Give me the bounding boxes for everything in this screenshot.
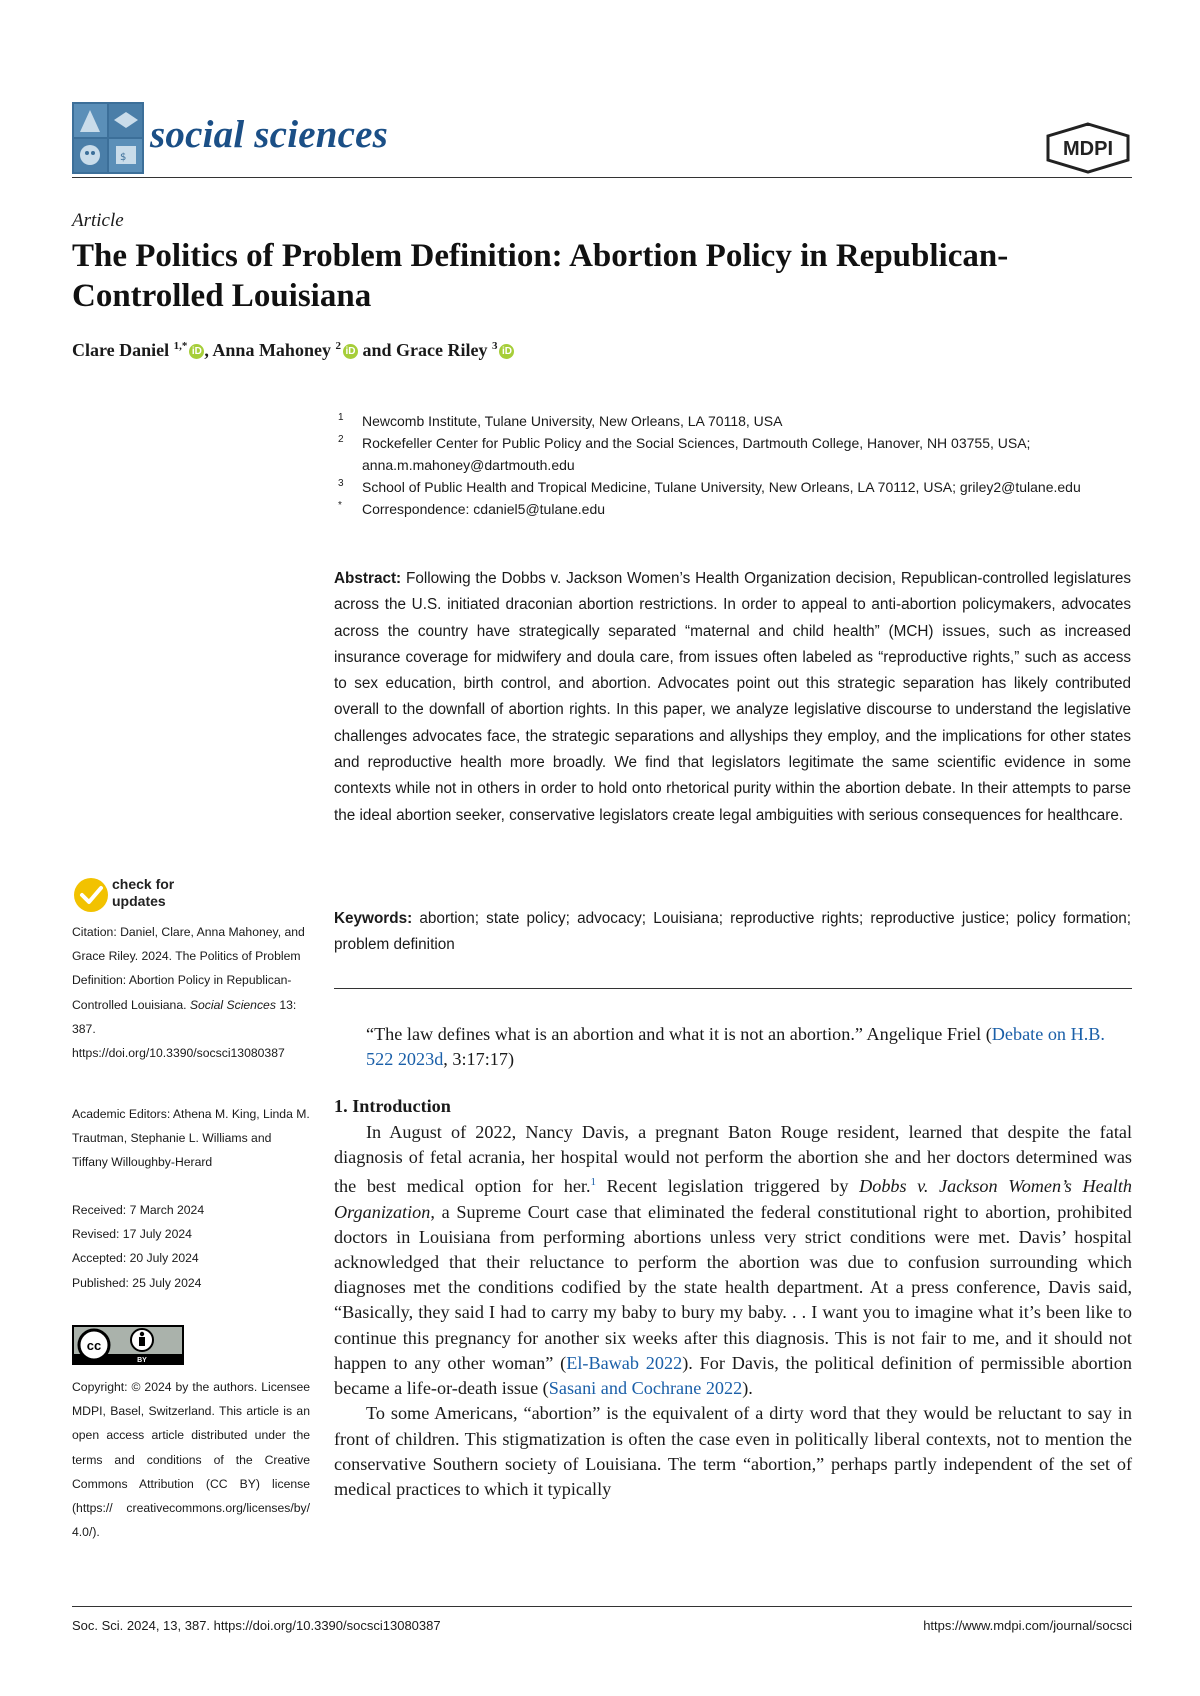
affiliation-number: * bbox=[338, 500, 342, 511]
author-name[interactable]: Grace Riley bbox=[395, 340, 488, 360]
body-paragraph bbox=[334, 1120, 1132, 1401]
citation-journal: Social Sciences bbox=[189, 997, 276, 1012]
published-date: Published: 25 July 2024 bbox=[72, 1275, 202, 1290]
affiliation-item bbox=[334, 476, 1134, 498]
affiliation-text: School of Public Health and Tropical Medicine, Tulane University, New Orleans, LA 70112, USA; griley2@tulane.edu bbox=[362, 479, 1081, 495]
orcid-icon[interactable]: iD bbox=[343, 344, 358, 359]
citation-doi[interactable]: 13: 387. https://doi.org/10.3390/socsci13080387 bbox=[72, 997, 297, 1061]
editors-label: Academic Editors: bbox=[72, 1107, 171, 1121]
check-for-updates-icon[interactable] bbox=[72, 876, 110, 914]
check-updates-line2: updates bbox=[112, 893, 166, 909]
affiliation-item bbox=[334, 432, 1134, 476]
keywords-text: abortion; state policy; advocacy; Louisiana; reproductive rights; reproductive justice; policy formation; problem definition bbox=[334, 910, 1131, 954]
body-text bbox=[334, 1120, 1132, 1502]
orcid-icon[interactable]: iD bbox=[189, 344, 204, 359]
revised-date: Revised: 17 July 2024 bbox=[72, 1227, 192, 1242]
article-title: The Politics of Problem Definition: Abortion Policy in Republican-Controlled Louisiana bbox=[72, 238, 1009, 314]
received-date: Received: 7 March 2024 bbox=[72, 1203, 205, 1217]
section-heading: 1. Introduction bbox=[334, 1096, 451, 1116]
author-name[interactable]: Anna Mahoney bbox=[212, 340, 331, 360]
case-name: Dobbs v. Jackson Women’s Health Organization bbox=[334, 1176, 1132, 1222]
affiliation-item bbox=[334, 498, 1134, 520]
footer-journal-url[interactable]: https://www.mdpi.com/journal/socsci bbox=[923, 1618, 1132, 1633]
author-list bbox=[72, 340, 514, 361]
article-type: Article bbox=[72, 210, 124, 231]
text-run: In August of 2022, Nancy Davis, a pregnant Baton Rouge resident, learned that despite the fatal diagnosis of fetal acrania, her hospital would not perform the abortion she and her doctors determined was the best medical option for her. bbox=[334, 1122, 1132, 1197]
affiliation-number: 3 bbox=[338, 478, 344, 489]
keywords-label: Keywords: bbox=[334, 910, 413, 927]
abstract bbox=[334, 566, 1131, 829]
citation-link[interactable]: Sasani and Cochrane 2022 bbox=[548, 1378, 743, 1399]
mdpi-logo-text: MDPI bbox=[1063, 138, 1113, 160]
citation-label: Citation: bbox=[72, 925, 117, 939]
author-affiliation-marker: 2 bbox=[335, 340, 341, 352]
affiliations bbox=[334, 410, 1134, 520]
cc-label: cc bbox=[86, 1338, 102, 1353]
quote-text: “The law defines what is an abortion and what it is not an abortion.” Angelique Friel ( bbox=[366, 1024, 992, 1044]
affiliation-number: 2 bbox=[338, 434, 344, 445]
affiliation-text: Newcomb Institute, Tulane University, New Orleans, LA 70118, USA bbox=[362, 413, 783, 429]
affiliation-item bbox=[334, 410, 1134, 432]
footnote-link[interactable]: 1 bbox=[590, 1176, 597, 1189]
header-divider bbox=[72, 177, 1132, 178]
by-label: BY bbox=[137, 1357, 147, 1364]
copyright-notice: Copyright: © 2024 by the authors. Licensee MDPI, Basel, Switzerland. This article is an open access article distributed under the terms and conditions of the Creative Commons Attribution (CC BY) license (https:// creativecommons.org/licenses/by/ 4.0/). bbox=[72, 1380, 310, 1540]
citation-block bbox=[72, 920, 310, 1065]
affiliation-text: Rockefeller Center for Public Policy and the Social Sciences, Dartmouth College, Hanover, NH 03755, USA; anna.m.mahoney@dartmouth.edu bbox=[362, 435, 1031, 473]
footer-divider bbox=[72, 1606, 1132, 1607]
text-run: ). For Davis, the political definition of permissible abortion became a life-or-death issue ( bbox=[334, 1352, 1132, 1399]
footer-citation[interactable]: Soc. Sci. 2024, 13, 387. https://doi.org/10.3390/socsci13080387 bbox=[72, 1618, 441, 1633]
author-separator: and bbox=[357, 340, 396, 360]
abstract-text: Following the Dobbs v. Jackson Women’s Health Organization decision, Republican-controlled legislatures across the U.S. initiated draconian abortion restrictions. In order to appeal to anti-abortion policymakers, advocates across the country have strategically separated “maternal and child health” (MCH) issues, such as increased insurance coverage for midwifery and doula care, from issues often labeled as “reproductive rights,” such as access to sex education, birth control, and abortion. Advocates point out this strategic separation has likely contributed overall to the downfall of abortion rights. In this paper, we analyze legislative discourse to understand the legislative challenges advocates face, the strategic separations and allyships they employ, and the implications for other states and reproductive health more broadly. We find that legislators legitimate the same scientific evidence in some contexts while not in others in order to hold onto rhetorical purity within the abortion debate. In their attempts to parse the ideal abortion seeker, conservative legislators create legal ambiguities with serious consequences for healthcare. bbox=[334, 570, 1132, 824]
journal-name: social sciences bbox=[150, 113, 389, 156]
mdpi-logo-icon bbox=[1044, 122, 1132, 174]
abstract-label: Abstract: bbox=[334, 570, 402, 587]
correspondence-text: Correspondence: cdaniel5@tulane.edu bbox=[362, 501, 606, 517]
citation-text: Daniel, Clare, Anna Mahoney, and Grace Riley. 2024. The Politics of Problem Definition: Abortion Policy in Republican-Controlled Louisiana. bbox=[72, 925, 305, 1012]
body-paragraph: To some Americans, “abortion” is the equivalent of a dirty word that they would be reluctant to say in front of children. This stigmatization is often the case even in politically liberal contexts, not to mention the conservative Southern society of Louisiana. The term “abortion,” perhaps partly independent of the set of medical practices to which it typically bbox=[334, 1403, 1132, 1499]
accepted-date: Accepted: 20 July 2024 bbox=[72, 1251, 199, 1266]
publication-dates bbox=[72, 1198, 310, 1295]
check-updates-line1: check for bbox=[112, 876, 175, 892]
author-separator: , bbox=[204, 340, 213, 360]
text-run: , a Supreme Court case that eliminated the federal constitutional right to abortion, prohibited doctors in Louisiana from performing abortions unless very strict conditions were met. Davis’ hospital acknowledged that their reluctance to perform the abortion was due to confusion surrounding which diagnoses met the conditions codified by the state health department. At a press conference, Davis said, “Basically, they said I had to carry my baby to bury my baby. . . I want you to imagine what it’s been like to continue this pregnancy for another six weeks after this diagnosis. This is not fair to me, and it should not happen to any other woman” ( bbox=[334, 1201, 1132, 1373]
keywords bbox=[334, 906, 1131, 959]
cc-by-license-icon[interactable] bbox=[72, 1325, 184, 1365]
journal-logo-icon bbox=[72, 102, 144, 174]
svg-text:$: $ bbox=[120, 152, 127, 163]
check-for-updates-button[interactable] bbox=[112, 876, 174, 910]
affiliation-number: 1 bbox=[338, 412, 344, 423]
academic-editors bbox=[72, 1102, 310, 1175]
author-affiliation-marker: 1,* bbox=[173, 340, 188, 352]
citation-link[interactable]: El-Bawab 2022 bbox=[566, 1352, 683, 1373]
orcid-icon[interactable]: iD bbox=[499, 344, 514, 359]
abstract-divider bbox=[334, 988, 1132, 989]
author-affiliation-marker: 3 bbox=[491, 340, 498, 352]
author-name[interactable]: Clare Daniel bbox=[72, 340, 170, 360]
editors-text: Athena M. King, Linda M. Trautman, Stephanie L. Williams and Tiffany Willoughby-Herard bbox=[72, 1107, 310, 1170]
text-run: Recent legislation triggered by bbox=[596, 1176, 860, 1197]
text-run: ). bbox=[742, 1378, 753, 1399]
quote-tail: , 3:17:17) bbox=[443, 1049, 515, 1069]
epigraph-quote bbox=[366, 1022, 1106, 1072]
citation-link[interactable]: Debate on H.B. 522 2023d bbox=[366, 1024, 1105, 1069]
